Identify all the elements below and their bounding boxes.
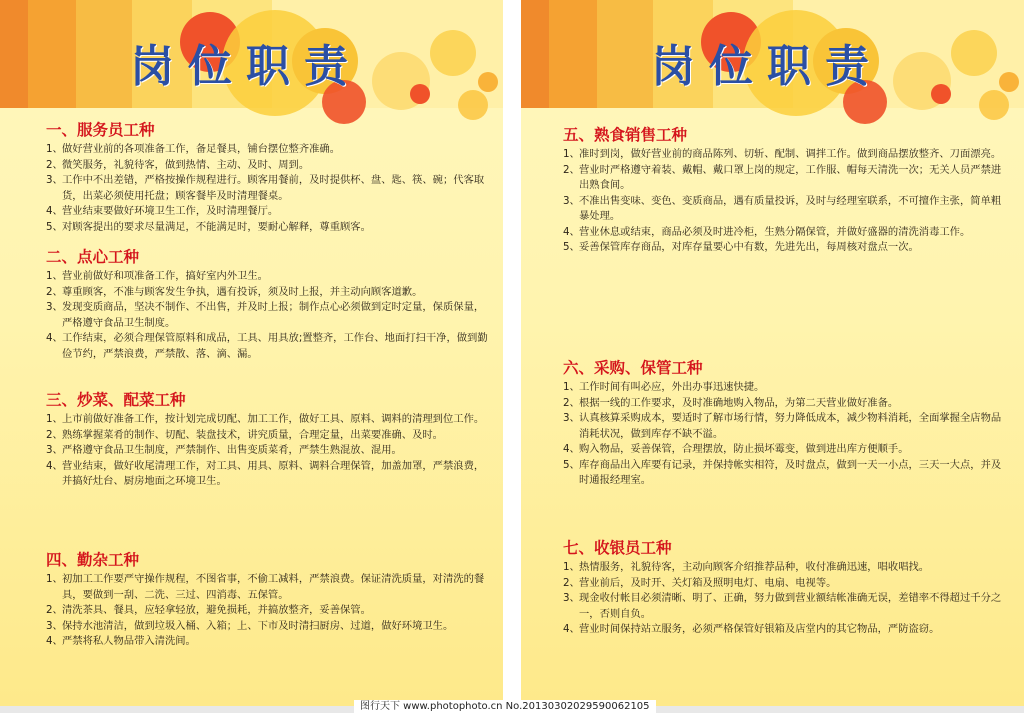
- item-number: 4、: [46, 332, 63, 344]
- section-cook: [46, 390, 503, 490]
- item-number: 3、: [563, 412, 580, 424]
- list-item: [563, 458, 1009, 489]
- item-text: 营业时间保持站立服务，必须严格保管好银箱及店堂内的其它物品，严防盗窃。: [579, 623, 940, 635]
- item-number: 1、: [46, 573, 63, 585]
- item-number: 4、: [46, 459, 63, 472]
- item-number: 1、: [46, 270, 63, 282]
- list-item: [563, 225, 1009, 241]
- list-item: [46, 572, 492, 603]
- list-item: [563, 411, 1009, 442]
- item-text: 尊重顾客，不准与顾客发生争执，遇有投诉，须及时上报，并主动向顾客道歉。: [62, 285, 423, 298]
- section-heading: 三、炒菜、配菜工种: [46, 391, 186, 409]
- section-heading: 七、收银员工种: [563, 539, 672, 557]
- item-text: 熟练掌握菜肴的制作、切配、装盘技术，讲究质量，合理定量，出菜要准确、及时。: [62, 428, 443, 441]
- decor-band: [76, 0, 132, 108]
- section-utility: [46, 550, 503, 650]
- item-text: 对顾客提出的要求尽量满足，不能满足时，要耐心解释，尊重顾客。: [62, 220, 371, 233]
- item-number: 2、: [563, 396, 580, 409]
- item-number: 3、: [46, 444, 63, 456]
- list-item: [46, 603, 492, 619]
- section-waiter: [46, 120, 503, 235]
- item-number: 2、: [46, 604, 63, 616]
- section-heading: 五、熟食销售工种: [563, 126, 688, 144]
- item-text: 严禁将私人物品带入清洗间。: [62, 635, 196, 647]
- decor-circle: [478, 72, 498, 92]
- item-number: 4、: [563, 443, 580, 455]
- item-text: 现金收付帐目必须清晰、明了、正确，努力做到营业额结帐准确无误，差错率不得超过千分之一，否则自负。: [579, 592, 1002, 620]
- item-number: 1、: [46, 143, 63, 155]
- item-text: 工作中不出差错，严格按操作规程进行。顾客用餐前，及时提供杯、盘、匙、筷、碗；代客取货，出菜必须使用托盘；顾客餐毕及时清理餐桌。: [62, 174, 485, 202]
- item-text: 准时到岗，做好营业前的商品陈列、切斩、配制、调拌工作。做到商品摆放整齐、刀面漂亮。: [579, 148, 1002, 160]
- item-number: 4、: [46, 205, 63, 217]
- page-title: 岗位职责: [130, 41, 362, 92]
- decor-circle: [931, 84, 951, 104]
- list-item: [46, 619, 492, 635]
- item-number: 1、: [46, 413, 63, 425]
- item-text: 营业前做好和项准备工作，搞好室内外卫生。: [62, 270, 268, 282]
- item-number: 5、: [46, 220, 63, 233]
- item-text: 营业时严格遵守着装、戴帽、戴口罩上岗的规定，工作服、帽每天清洗一次；无关人员严禁进出熟食间。: [579, 163, 1002, 191]
- list-item: [563, 560, 1009, 576]
- item-text: 根据一线的工作要求，及时准确地购入物品，为第二天营业做好准备。: [579, 396, 899, 409]
- item-text: 保持水池清洁，做到垃圾入桶、入箱；上、下市及时清扫厨房、过道，做好环境卫生。: [62, 619, 454, 632]
- decor-band: [521, 0, 549, 108]
- section-deli: [563, 125, 1024, 256]
- decor-circle: [430, 30, 476, 76]
- list-item: [563, 380, 1009, 396]
- watermark-footer: 图行天下 www.photophoto.cn No.20130302029590062105: [354, 700, 656, 713]
- item-text: 库存商品出入库要有记录，并保持帐实相符，及时盘点，做到一天一小点，三天一大点，并及时通报经理室。: [579, 458, 1002, 486]
- poster-right: [521, 0, 1024, 706]
- list-item: [563, 576, 1009, 592]
- section-heading: 一、服务员工种: [46, 121, 155, 139]
- section-heading: 六、采购、保管工种: [563, 359, 703, 377]
- list-item: [563, 591, 1009, 622]
- list-item: [46, 443, 492, 459]
- decor-circle: [458, 90, 488, 120]
- list-item: [563, 147, 1009, 163]
- list-item: [46, 428, 492, 444]
- list-item: [46, 300, 492, 331]
- section-cashier: [563, 538, 1024, 638]
- page-title: 岗位职责: [651, 41, 883, 92]
- item-number: 2、: [46, 428, 63, 441]
- list-item: [46, 204, 492, 220]
- item-text: 妥善保管库存商品，对库存量要心中有数，先进先出，每周核对盘点一次。: [579, 241, 919, 253]
- list-item: [563, 442, 1009, 458]
- list-item: [46, 158, 492, 174]
- item-text: 营业结束，做好收尾清理工作，对工具、用具、原料、调料合理保管，加盖加罩，严禁浪费，并搞好灶台、厨房地面之环境卫生。: [62, 459, 485, 487]
- decor-circle: [410, 84, 430, 104]
- item-text: 营业休息或结束，商品必须及时进冷柜，生熟分隔保管，并做好盛器的清洗消毒工作。: [579, 225, 971, 238]
- item-text: 做好营业前的各项准备工作，备足餐具，铺台摆位整齐准确。: [62, 143, 341, 155]
- list-item: [46, 412, 492, 428]
- item-number: 3、: [46, 301, 63, 313]
- item-text: 热情服务，礼貌待客，主动向顾客介绍推荐品种，收付准确迅速，唱收唱找。: [579, 561, 930, 573]
- item-text: 认真核算采购成本，要适时了解市场行情，努力降低成本，减少物料消耗，全面掌握全店物品消耗状况，做到库存不缺不溢。: [579, 412, 1002, 440]
- section-heading: 四、勤杂工种: [46, 551, 140, 569]
- item-text: 工作结束，必须合理保管原料和成品，工具、用具放;置整齐，工作台、地面打扫干净，做到勤俭节约，严禁浪费，严禁散、落、滴、漏。: [62, 332, 488, 360]
- section-purchasing: [563, 358, 1024, 489]
- item-number: 5、: [563, 458, 580, 471]
- list-item: [46, 269, 492, 285]
- item-number: 3、: [563, 592, 580, 604]
- decor-band: [0, 0, 28, 108]
- item-text: 上市前做好准备工作，按计划完成切配、加工工作，做好工具、原料、调料的清理到位工作。: [62, 413, 485, 425]
- item-number: 2、: [563, 163, 580, 176]
- list-item: [563, 163, 1009, 194]
- decor-circle: [999, 72, 1019, 92]
- decor-band: [549, 0, 597, 108]
- item-number: 1、: [563, 148, 580, 160]
- list-item: [563, 194, 1009, 225]
- list-item: [46, 331, 492, 362]
- item-number: 4、: [563, 225, 580, 238]
- section-pastry: [46, 247, 503, 362]
- item-number: 3、: [46, 619, 63, 632]
- section-heading: 二、点心工种: [46, 248, 140, 266]
- item-number: 4、: [563, 623, 580, 635]
- decor-circle: [951, 30, 997, 76]
- list-item: [46, 634, 492, 650]
- item-text: 微笑服务，礼貌待客，做到热情、主动、及时、周到。: [62, 158, 310, 171]
- item-text: 工作时间有叫必应，外出办事迅速快捷。: [579, 381, 765, 393]
- item-text: 清洗茶具、餐具，应轻拿轻放，避免损耗，并搞放整齐，妥善保管。: [62, 604, 371, 616]
- item-number: 2、: [563, 576, 580, 589]
- list-item: [563, 622, 1009, 638]
- list-item: [46, 220, 492, 236]
- list-item: [46, 173, 492, 204]
- item-number: 5、: [563, 241, 580, 253]
- item-text: 初加工工作要严守操作规程，不图省事，不偷工减料，严禁浪费。保证清洗质量，对清洗的餐具，要做到一刮、二洗、三过、四消毒、五保管。: [62, 573, 485, 601]
- item-number: 2、: [46, 285, 63, 298]
- item-text: 严格遵守食品卫生制度，严禁制作、出售变质菜肴，严禁生熟混放、混用。: [62, 444, 402, 456]
- item-text: 不准出售变味、变色、变质商品，遇有质量投诉，及时与经理室联系，不可擅作主张，简单粗暴处理。: [579, 194, 1002, 222]
- poster-left: [0, 0, 503, 706]
- item-number: 1、: [563, 381, 580, 393]
- item-number: 3、: [563, 194, 580, 207]
- list-item: [46, 142, 492, 158]
- item-number: 3、: [46, 174, 63, 186]
- item-text: 营业前后，及时开、关灯箱及照明电灯、电扇、电视等。: [579, 576, 837, 589]
- item-text: 营业结束要做好环境卫生工作，及时清理餐厅。: [62, 205, 279, 217]
- list-item: [563, 396, 1009, 412]
- list-item: [563, 240, 1009, 256]
- item-number: 1、: [563, 561, 580, 573]
- list-item: [46, 285, 492, 301]
- decor-circle: [979, 90, 1009, 120]
- decor-band: [28, 0, 76, 108]
- item-number: 2、: [46, 158, 63, 171]
- item-text: 发现变质商品，坚决不制作、不出售，并及时上报；制作点心必须做到定时定量，保质保量，严格遵守食品卫生制度。: [62, 301, 485, 329]
- decor-band: [597, 0, 653, 108]
- item-text: 购入物品，妥善保管，合理摆放，防止损坏霉变，做到进出库方便顺手。: [579, 443, 909, 455]
- list-item: [46, 459, 492, 490]
- item-number: 4、: [46, 635, 63, 647]
